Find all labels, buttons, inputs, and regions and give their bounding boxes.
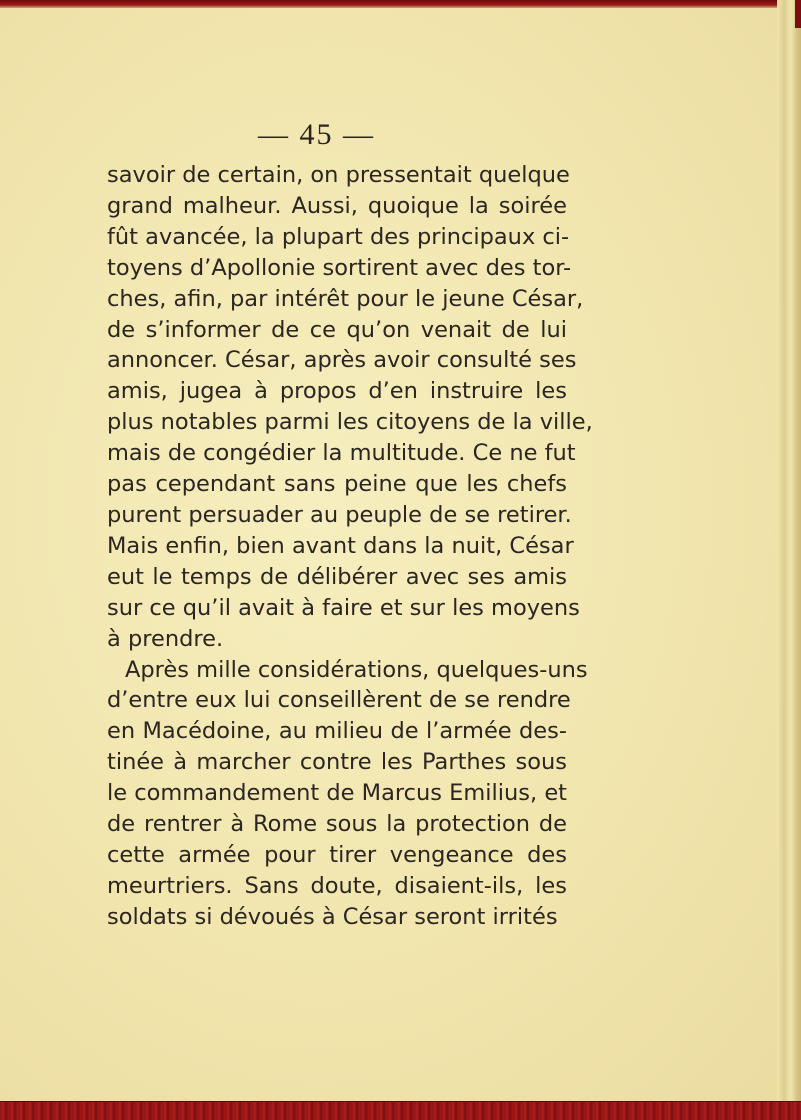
top-page-edge xyxy=(0,0,801,8)
text-line: sur ce qu’il avait à faire et sur les moyens xyxy=(107,594,580,621)
text-line: cette armée pour tirer vengeance des xyxy=(107,841,567,868)
text-line: meurtriers. Sans doute, disaient-ils, les xyxy=(107,872,567,899)
text-line: amis, jugea à propos d’en instruire les xyxy=(107,378,567,405)
body-text xyxy=(107,160,593,933)
bottom-page-edge xyxy=(0,1101,801,1120)
paragraph-end-line: à prendre. xyxy=(107,625,224,652)
text-line: pas cependant sans peine que les chefs xyxy=(107,471,567,498)
text-line: le commandement de Marcus Emilius, et xyxy=(107,780,567,807)
text-line: purent persuader au peuple de se retirer. xyxy=(107,501,572,528)
text-line: d’entre eux lui conseillèrent de se rendre xyxy=(107,687,571,714)
text-line: de s’informer de ce qu’on venait de lui xyxy=(107,316,567,343)
text-line: ches, afin, par intérêt pour le jeune César, xyxy=(107,285,584,312)
text-line: annoncer. César, après avoir consulté ses xyxy=(107,347,577,374)
text-line: en Macédoine, au milieu de l’armée des- xyxy=(107,718,567,745)
text-line: savoir de certain, on pressentait quelque xyxy=(107,162,570,188)
paragraph-start-line: Après mille considérations, quelques-uns xyxy=(125,656,588,683)
text-line: plus notables parmi les citoyens de la ville, xyxy=(107,409,593,436)
text-line: fût avancée, la plupart des principaux ci- xyxy=(107,223,570,250)
page-number: — 45 — xyxy=(258,118,375,151)
text-line: tinée à marcher contre les Parthes sous xyxy=(107,749,567,776)
text-line: toyens d’Apollonie sortirent avec des tor- xyxy=(107,254,572,281)
right-page-edge xyxy=(777,0,801,1120)
text-line: grand malheur. Aussi, quoique la soirée xyxy=(107,192,567,219)
text-line: eut le temps de délibérer avec ses amis xyxy=(107,563,567,590)
text-line: soldats si dévoués à César seront irrités xyxy=(107,903,558,930)
text-line: Mais enfin, bien avant dans la nuit, César xyxy=(107,532,574,559)
text-line: de rentrer à Rome sous la protection de xyxy=(107,811,567,838)
text-line: mais de congédier la multitude. Ce ne fut xyxy=(107,440,576,467)
